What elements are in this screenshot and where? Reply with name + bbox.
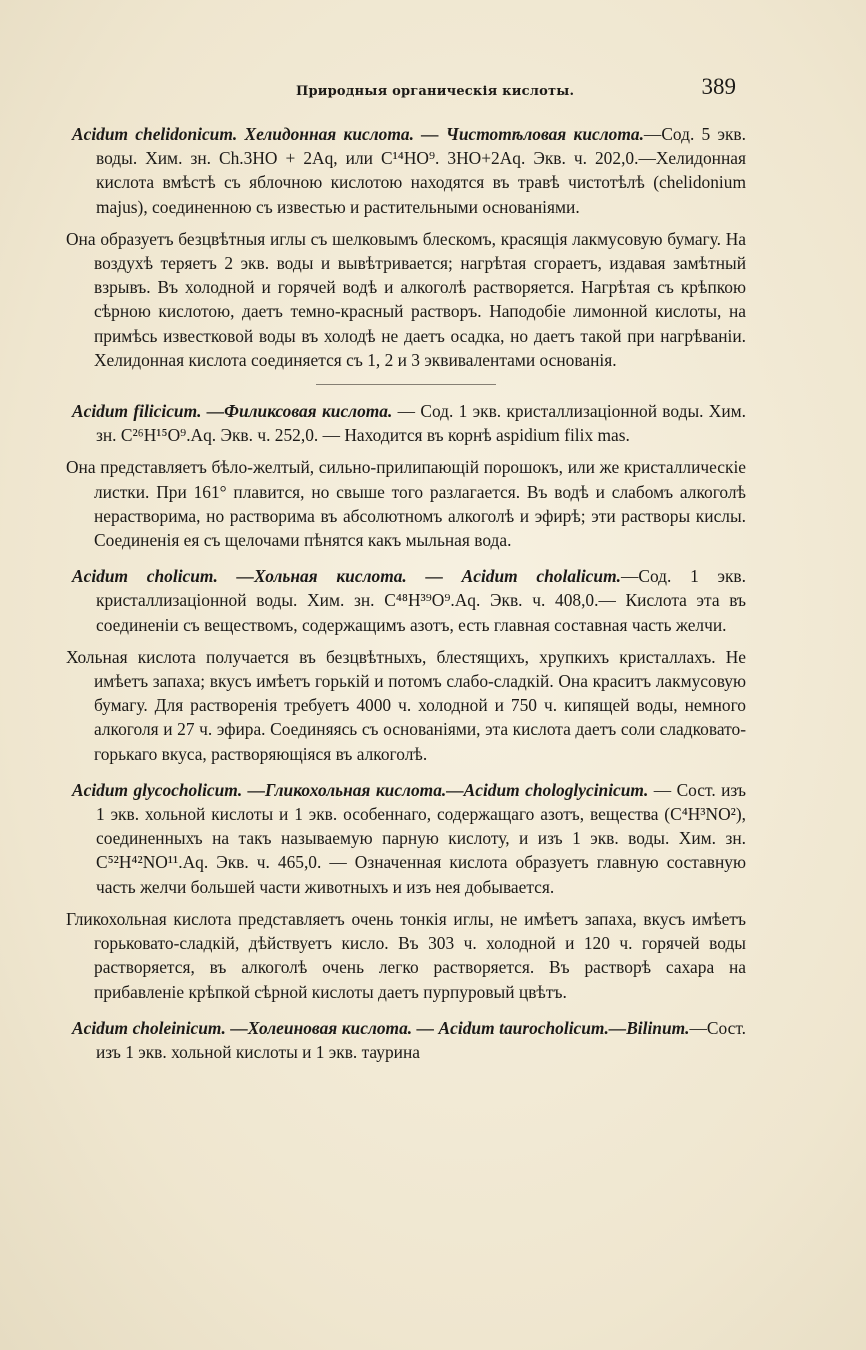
page-content — [66, 122, 746, 1064]
entry-choleinic — [66, 1016, 746, 1064]
entry-definition: —Сод. 5 экв. воды. Хим. зн. Ch.3HO + 2Aq, или C¹⁴HO⁹. 3HO+2Aq. Экв. ч. 202,0.—Хелидонная кислота вмѣстѣ съ яблочною кислотою находятся въ травѣ чистотѣлѣ (chelidonium majus), соединенною съ известью и растительными основаніями. — [96, 124, 746, 217]
entry-latin-name: Acidum glycocholicum. — [72, 779, 243, 800]
entry-definition: —Сост. изъ 1 экв. хольной кислоты и 1 экв. таурина — [96, 1017, 746, 1062]
entry-definition: — Сост. изъ 1 экв. хольной кислоты и 1 экв. особеннаго, содержащаго азотъ, вещества (C⁴H³NO²), соединенныхъ на такъ называемую парную кислоту, и изъ 1 экв. воды. Хим. зн. C⁵²H⁴²NO¹¹.Aq. Экв. ч. 465,0. — Означенная кислота образуетъ главную составную часть желчи большей части животныхъ и изъ нея добывается. — [96, 779, 746, 897]
entry-latin-name: Acidum choleinicum. — [72, 1017, 226, 1038]
entry-latin-name: Acidum chelidonicum. — [72, 124, 238, 144]
entry-body: Хольная кислота получается въ безцвѣтныхъ, блестящихъ, хрупкихъ кристаллахъ. Не имѣетъ запаха; вкусъ имѣетъ горькій и потомъ слабо-сладкій. Она краситъ лакмусовую бумагу. Для растворенія требуетъ 4000 ч. холодной и 750 ч. кипящей воды, немного алкоголя и 27 ч. эфира. Соединяясь съ основаніями, эта кислота даетъ соли сладковато-горькаго вкуса, растворяющіяся въ алкоголѣ. — [66, 646, 746, 764]
entry-russian-name: —Холеиновая кислота. — Acidum taurocholicum.—Bilinum. — [230, 1017, 690, 1038]
entry-russian-name: Хелидонная кислота. — Чистотѣловая кислота. — [244, 124, 644, 144]
entry-glycocholic — [66, 778, 746, 899]
entry-definition: — Сод. 1 экв. кристаллизаціонной воды. Хим. зн. C²⁶H¹⁵O⁹.Aq. Экв. ч. 252,0. — Находится въ корнѣ aspidium filix mas. — [96, 401, 746, 446]
running-head: Природныя органическія кислоты. — [296, 84, 575, 99]
entry-filicic — [66, 399, 746, 447]
entry-body: Она представляетъ бѣло-желтый, сильно-прилипающій порошокъ, или же кристаллическіе листки. При 161° плавится, но свыше того разлагается. Въ водѣ и слабомъ алкоголѣ нерастворима, но растворима въ абсолютномъ алкоголѣ и эфирѣ; эти растворы кислы. Соединенія ея съ щелочами пѣнятся какъ мыльная вода. — [66, 457, 746, 551]
entry-cholic — [66, 564, 746, 637]
entry-chelidonic — [66, 122, 746, 219]
entry-russian-name: —Гликохольная кислота.—Acidum chologlycinicum. — [247, 779, 649, 800]
entry-latin-name: Acidum filicicum. — [72, 401, 202, 422]
section-divider — [316, 384, 496, 385]
entry-russian-name: —Филиксовая кислота. — [206, 401, 393, 422]
entry-body: Гликохольная кислота представляетъ очень тонкія иглы, не имѣетъ запаха, вкусъ имѣетъ горьковато-сладкій, дѣйствуетъ кисло. Въ 303 ч. холодной и 120 ч. горячей воды растворяется, въ алкоголѣ очень легко растворяется. Въ растворѣ сахара на прибавленіе крѣпкой сѣрной кислоты даетъ пурпуровый цвѣтъ. — [66, 908, 746, 1002]
entry-definition: —Сод. 1 экв. кристаллизаціонной воды. Хим. зн. C⁴⁸H³⁹O⁹.Aq. Экв. ч. 408,0.— Кислота эта въ соединеніи съ веществомъ, содержащимъ азотъ, есть главная составная часть желчи. — [96, 566, 746, 635]
page-header — [0, 74, 866, 108]
entry-russian-name: —Хольная кислота. — Acidum cholalicum. — [236, 566, 621, 587]
entry-latin-name: Acidum cholicum. — [72, 566, 218, 587]
page-number: 389 — [701, 74, 736, 99]
entry-body: Она образуетъ безцвѣтныя иглы съ шелковымъ блескомъ, красящія лакмусовую бумагу. На воздухѣ теряетъ 2 экв. воды и вывѣтривается; нагрѣтая сгораетъ, издавая замѣтный взрывъ. Въ холодной и горячей водѣ и алкоголѣ растворяется. Нагрѣтая съ крѣпкою сѣрною кислотою, даетъ темно-красный растворъ. Наподобіе лимонной кислоты, на примѣсь известковой воды въ холодѣ не даетъ осадка, но даетъ такой при нагрѣваніи. Хелидонная кислота соединяется съ 1, 2 и 3 эквивалентами основанія. — [66, 228, 746, 370]
